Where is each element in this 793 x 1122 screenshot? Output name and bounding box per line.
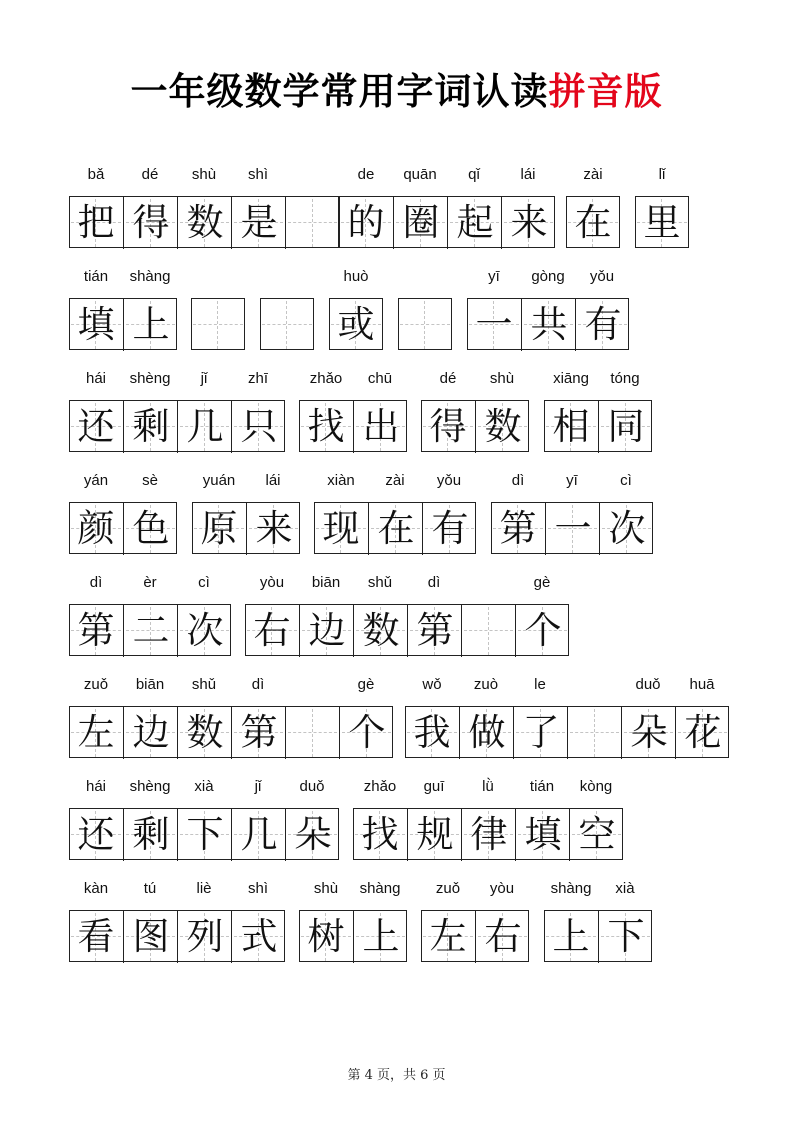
tianzige-cell: [123, 503, 177, 555]
pinyin-label: yán: [83, 472, 109, 489]
pinyin-label: zhǎo: [309, 370, 343, 387]
tianzige-cell: [353, 809, 407, 861]
word-row: [0, 370, 793, 465]
tianzige-cell: [69, 197, 123, 249]
tianzige-cell: [123, 401, 177, 453]
tianzige-cell: [177, 605, 231, 657]
hanzi-character: 还: [77, 813, 115, 856]
tianzige-cell: [521, 299, 575, 351]
pinyin-label: huā: [689, 676, 715, 693]
word-box: [69, 808, 339, 860]
hanzi-character: 第: [240, 711, 278, 754]
word-box: [398, 298, 452, 350]
hanzi-character: 色: [132, 507, 170, 550]
tianzige-cell: [675, 707, 729, 759]
pinyin-label: kòng: [579, 778, 613, 795]
pinyin-label: lái: [265, 472, 281, 489]
tianzige-cell: [353, 401, 407, 453]
hanzi-character: 有: [431, 507, 469, 550]
word-box: [405, 706, 729, 758]
hanzi-character: 还: [77, 405, 115, 448]
pinyin-label: cì: [198, 574, 210, 591]
guide-line-vertical: [217, 301, 218, 349]
pinyin-label: hái: [85, 778, 107, 795]
hanzi-character: 数: [362, 609, 400, 652]
pinyin-label: zuǒ: [435, 880, 461, 897]
hanzi-character: 或: [337, 303, 375, 346]
tianzige-cell: [231, 707, 285, 759]
word-box: [635, 196, 689, 248]
pinyin-label: kàn: [83, 880, 109, 897]
pinyin-label: xià: [194, 778, 214, 795]
pinyin-label: dì: [89, 574, 103, 591]
hanzi-character: 剩: [132, 405, 170, 448]
tianzige-cell: [393, 197, 447, 249]
tianzige-cell: [515, 809, 569, 861]
guide-line-vertical: [424, 301, 425, 349]
pinyin-label: shèng: [129, 778, 171, 795]
hanzi-character: 里: [643, 201, 681, 244]
word-box: [544, 910, 652, 962]
word-box: [69, 298, 177, 350]
blank-cell: [260, 299, 314, 351]
tianzige-cell: [177, 197, 231, 249]
hanzi-character: 出: [362, 405, 400, 448]
tianzige-cell: [544, 401, 598, 453]
pinyin-label: zuǒ: [83, 676, 109, 693]
tianzige-cell: [192, 503, 246, 555]
pinyin-label: tóng: [610, 370, 640, 387]
page-title: [0, 62, 793, 122]
tianzige-cell: [339, 197, 393, 249]
tianzige-cell: [598, 401, 652, 453]
pinyin-label: gè: [357, 676, 375, 693]
hanzi-character: 数: [484, 405, 522, 448]
hanzi-character: 圈: [402, 201, 440, 244]
tianzige-cell: [177, 707, 231, 759]
tianzige-cell: [475, 911, 529, 963]
tianzige-cell: [353, 605, 407, 657]
hanzi-character: 来: [510, 201, 548, 244]
hanzi-character: 个: [524, 609, 562, 652]
hanzi-character: 几: [186, 405, 224, 448]
pinyin-label: gòng: [531, 268, 565, 285]
word-box: [544, 400, 652, 452]
pinyin-label: shù: [191, 166, 217, 183]
hanzi-character: 找: [361, 813, 399, 856]
pinyin-label: dé: [439, 370, 457, 387]
tianzige-cell: [575, 299, 629, 351]
pinyin-label: yǒu: [589, 268, 615, 285]
tianzige-cell: [314, 503, 368, 555]
word-row: [0, 268, 793, 363]
pinyin-label: bǎ: [87, 166, 105, 183]
pinyin-label: biān: [135, 676, 165, 693]
tianzige-cell: [285, 809, 339, 861]
pinyin-label: yuán: [202, 472, 236, 489]
tianzige-cell: [246, 503, 300, 555]
pinyin-label: le: [534, 676, 546, 693]
hanzi-character: 只: [240, 405, 278, 448]
pinyin-label: cì: [620, 472, 632, 489]
tianzige-cell: [69, 605, 123, 657]
hanzi-character: 一: [475, 303, 513, 346]
hanzi-character: 下: [186, 813, 224, 856]
word-box: [191, 298, 245, 350]
hanzi-character: 边: [308, 609, 346, 652]
tianzige-cell: [245, 605, 299, 657]
tianzige-cell: [515, 605, 569, 657]
word-box: [339, 196, 555, 248]
tianzige-cell: [405, 707, 459, 759]
pinyin-label: duǒ: [299, 778, 325, 795]
pinyin-label: tián: [529, 778, 555, 795]
tianzige-cell: [598, 911, 652, 963]
pinyin-label: shàng: [359, 880, 401, 897]
guide-line-vertical: [312, 709, 313, 757]
word-row: [0, 676, 793, 771]
tianzige-cell: [69, 401, 123, 453]
page-footer: 第 4 页，共 6 页: [347, 1068, 446, 1083]
word-box: [314, 502, 476, 554]
blank-cell: [285, 197, 339, 249]
hanzi-character: 做: [468, 711, 506, 754]
hanzi-character: 列: [186, 915, 224, 958]
pinyin-label: shù: [489, 370, 515, 387]
tianzige-cell: [621, 707, 675, 759]
word-box: [299, 400, 407, 452]
pinyin-label: duǒ: [635, 676, 661, 693]
word-box: [69, 910, 285, 962]
guide-line-vertical: [594, 709, 595, 757]
tianzige-cell: [599, 503, 653, 555]
hanzi-character: 原: [200, 507, 238, 550]
tianzige-cell: [69, 911, 123, 963]
hanzi-character: 第: [77, 609, 115, 652]
tianzige-cell: [544, 911, 598, 963]
tianzige-cell: [177, 401, 231, 453]
hanzi-character: 剩: [132, 813, 170, 856]
tianzige-cell: [421, 401, 475, 453]
pinyin-label: xiāng: [553, 370, 589, 387]
word-box: [353, 808, 623, 860]
pinyin-label: de: [357, 166, 375, 183]
pinyin-label: shì: [247, 166, 268, 183]
pinyin-label: hái: [85, 370, 107, 387]
pinyin-label: zài: [583, 166, 603, 183]
pinyin-label: zhī: [247, 370, 268, 387]
hanzi-character: 上: [132, 303, 170, 346]
hanzi-character: 找: [307, 405, 345, 448]
pinyin-label: tián: [83, 268, 109, 285]
hanzi-character: 上: [362, 915, 400, 958]
tianzige-cell: [329, 299, 383, 351]
hanzi-character: 颜: [77, 507, 115, 550]
tianzige-cell: [177, 809, 231, 861]
hanzi-character: 第: [499, 507, 537, 550]
pinyin-label: dì: [511, 472, 525, 489]
pinyin-label: wǒ: [422, 676, 442, 693]
word-box: [260, 298, 314, 350]
hanzi-character: 在: [377, 507, 415, 550]
hanzi-character: 把: [77, 201, 115, 244]
word-box: [566, 196, 620, 248]
tianzige-cell: [635, 197, 689, 249]
blank-cell: [461, 605, 515, 657]
hanzi-character: 了: [522, 711, 560, 754]
hanzi-character: 填: [77, 303, 115, 346]
pinyin-label: yòu: [489, 880, 515, 897]
pinyin-label: jǐ: [254, 778, 262, 795]
blank-cell: [285, 707, 339, 759]
hanzi-character: 右: [253, 609, 291, 652]
tianzige-cell: [407, 605, 461, 657]
hanzi-character: 律: [470, 813, 508, 856]
word-box: [69, 604, 231, 656]
pinyin-label: quān: [403, 166, 437, 183]
tianzige-cell: [123, 299, 177, 351]
hanzi-character: 在: [574, 201, 612, 244]
tianzige-cell: [69, 299, 123, 351]
tianzige-cell: [177, 911, 231, 963]
tianzige-cell: [123, 809, 177, 861]
pinyin-label: yī: [488, 268, 500, 285]
pinyin-label: qǐ: [468, 166, 480, 183]
hanzi-character: 朵: [294, 813, 332, 856]
tianzige-cell: [513, 707, 567, 759]
hanzi-character: 来: [255, 507, 293, 550]
hanzi-character: 看: [77, 915, 115, 958]
hanzi-character: 得: [429, 405, 467, 448]
pinyin-label: shàng: [129, 268, 171, 285]
pinyin-label: shèng: [129, 370, 171, 387]
word-box: [467, 298, 629, 350]
hanzi-character: 左: [77, 711, 115, 754]
pinyin-label: xià: [615, 880, 635, 897]
word-box: [69, 400, 285, 452]
pinyin-label: yòu: [259, 574, 285, 591]
word-box: [192, 502, 300, 554]
guide-line-horizontal: [193, 324, 243, 325]
tianzige-cell: [123, 911, 177, 963]
word-box: [69, 502, 177, 554]
tianzige-cell: [422, 503, 476, 555]
tianzige-cell: [566, 197, 620, 249]
hanzi-character: 左: [429, 915, 467, 958]
pinyin-label: yǒu: [436, 472, 462, 489]
hanzi-character: 共: [530, 303, 568, 346]
hanzi-character: 右: [484, 915, 522, 958]
tianzige-cell: [475, 401, 529, 453]
tianzige-cell: [231, 809, 285, 861]
word-box: [299, 910, 407, 962]
pinyin-label: liè: [196, 880, 212, 897]
hanzi-character: 空: [578, 813, 616, 856]
word-row: [0, 472, 793, 567]
hanzi-character: 树: [307, 915, 345, 958]
tianzige-cell: [467, 299, 521, 351]
word-box: [421, 910, 529, 962]
tianzige-cell: [491, 503, 545, 555]
word-box: [421, 400, 529, 452]
hanzi-character: 个: [348, 711, 386, 754]
title-accent: 拼音版: [548, 70, 663, 113]
tianzige-cell: [545, 503, 599, 555]
hanzi-character: 边: [132, 711, 170, 754]
pinyin-label: shǔ: [191, 676, 217, 693]
hanzi-character: 得: [132, 201, 170, 244]
pinyin-label: lǐ: [658, 166, 666, 183]
hanzi-character: 的: [347, 201, 385, 244]
pinyin-label: dì: [251, 676, 265, 693]
title-main: 一年级数学常用字词认读: [130, 70, 549, 113]
word-row: [0, 166, 793, 261]
pinyin-label: xiàn: [327, 472, 355, 489]
blank-cell: [398, 299, 452, 351]
pinyin-label: biān: [311, 574, 341, 591]
blank-cell: [567, 707, 621, 759]
tianzige-cell: [231, 197, 285, 249]
pinyin-label: dé: [141, 166, 159, 183]
word-box: [245, 604, 569, 656]
tianzige-cell: [459, 707, 513, 759]
tianzige-cell: [299, 401, 353, 453]
tianzige-cell: [69, 707, 123, 759]
guide-line-horizontal: [262, 324, 312, 325]
hanzi-character: 二: [132, 609, 170, 652]
tianzige-cell: [69, 503, 123, 555]
hanzi-character: 相: [552, 405, 590, 448]
word-box: [69, 706, 393, 758]
tianzige-cell: [447, 197, 501, 249]
pinyin-label: huò: [343, 268, 369, 285]
pinyin-label: èr: [143, 574, 157, 591]
guide-line-vertical: [286, 301, 287, 349]
tianzige-cell: [353, 911, 407, 963]
word-box: [69, 196, 339, 248]
pinyin-label: zài: [385, 472, 405, 489]
tianzige-cell: [569, 809, 623, 861]
guide-line-horizontal: [400, 324, 450, 325]
pinyin-label: lái: [520, 166, 536, 183]
hanzi-character: 花: [684, 711, 722, 754]
hanzi-character: 起: [456, 201, 494, 244]
pinyin-label: guī: [423, 778, 445, 795]
tianzige-cell: [123, 605, 177, 657]
hanzi-character: 式: [240, 915, 278, 958]
tianzige-cell: [368, 503, 422, 555]
hanzi-character: 是: [240, 201, 278, 244]
pinyin-label: yī: [566, 472, 578, 489]
pinyin-label: zuò: [473, 676, 499, 693]
pinyin-label: shǔ: [367, 574, 393, 591]
pinyin-label: sè: [142, 472, 158, 489]
hanzi-character: 次: [186, 609, 224, 652]
hanzi-character: 下: [607, 915, 645, 958]
guide-line-vertical: [312, 199, 313, 247]
word-box: [491, 502, 653, 554]
tianzige-cell: [461, 809, 515, 861]
tianzige-cell: [299, 911, 353, 963]
hanzi-character: 数: [186, 711, 224, 754]
pinyin-label: shì: [247, 880, 268, 897]
hanzi-character: 现: [322, 507, 360, 550]
word-row: [0, 574, 793, 669]
tianzige-cell: [299, 605, 353, 657]
word-box: [329, 298, 383, 350]
tianzige-cell: [407, 809, 461, 861]
tianzige-cell: [339, 707, 393, 759]
hanzi-character: 同: [607, 405, 645, 448]
pinyin-label: dì: [427, 574, 441, 591]
hanzi-character: 次: [608, 507, 646, 550]
hanzi-character: 上: [552, 915, 590, 958]
pinyin-label: chū: [367, 370, 393, 387]
guide-line-vertical: [488, 607, 489, 655]
hanzi-character: 图: [132, 915, 170, 958]
hanzi-character: 第: [416, 609, 454, 652]
tianzige-cell: [123, 197, 177, 249]
tianzige-cell: [123, 707, 177, 759]
tianzige-cell: [231, 401, 285, 453]
word-row: [0, 778, 793, 873]
tianzige-cell: [501, 197, 555, 249]
word-row: [0, 880, 793, 975]
blank-cell: [191, 299, 245, 351]
hanzi-character: 规: [416, 813, 454, 856]
pinyin-label: lǜ: [482, 778, 494, 795]
hanzi-character: 几: [240, 813, 278, 856]
hanzi-character: 有: [584, 303, 622, 346]
pinyin-label: shù: [313, 880, 339, 897]
tianzige-cell: [69, 809, 123, 861]
hanzi-character: 一: [554, 507, 592, 550]
hanzi-character: 数: [186, 201, 224, 244]
pinyin-label: tú: [143, 880, 157, 897]
hanzi-character: 填: [524, 813, 562, 856]
pinyin-label: gè: [533, 574, 551, 591]
pinyin-label: jǐ: [200, 370, 208, 387]
hanzi-character: 我: [413, 711, 451, 754]
hanzi-character: 朵: [630, 711, 668, 754]
pinyin-label: shàng: [550, 880, 592, 897]
tianzige-cell: [231, 911, 285, 963]
pinyin-label: zhǎo: [363, 778, 397, 795]
tianzige-cell: [421, 911, 475, 963]
